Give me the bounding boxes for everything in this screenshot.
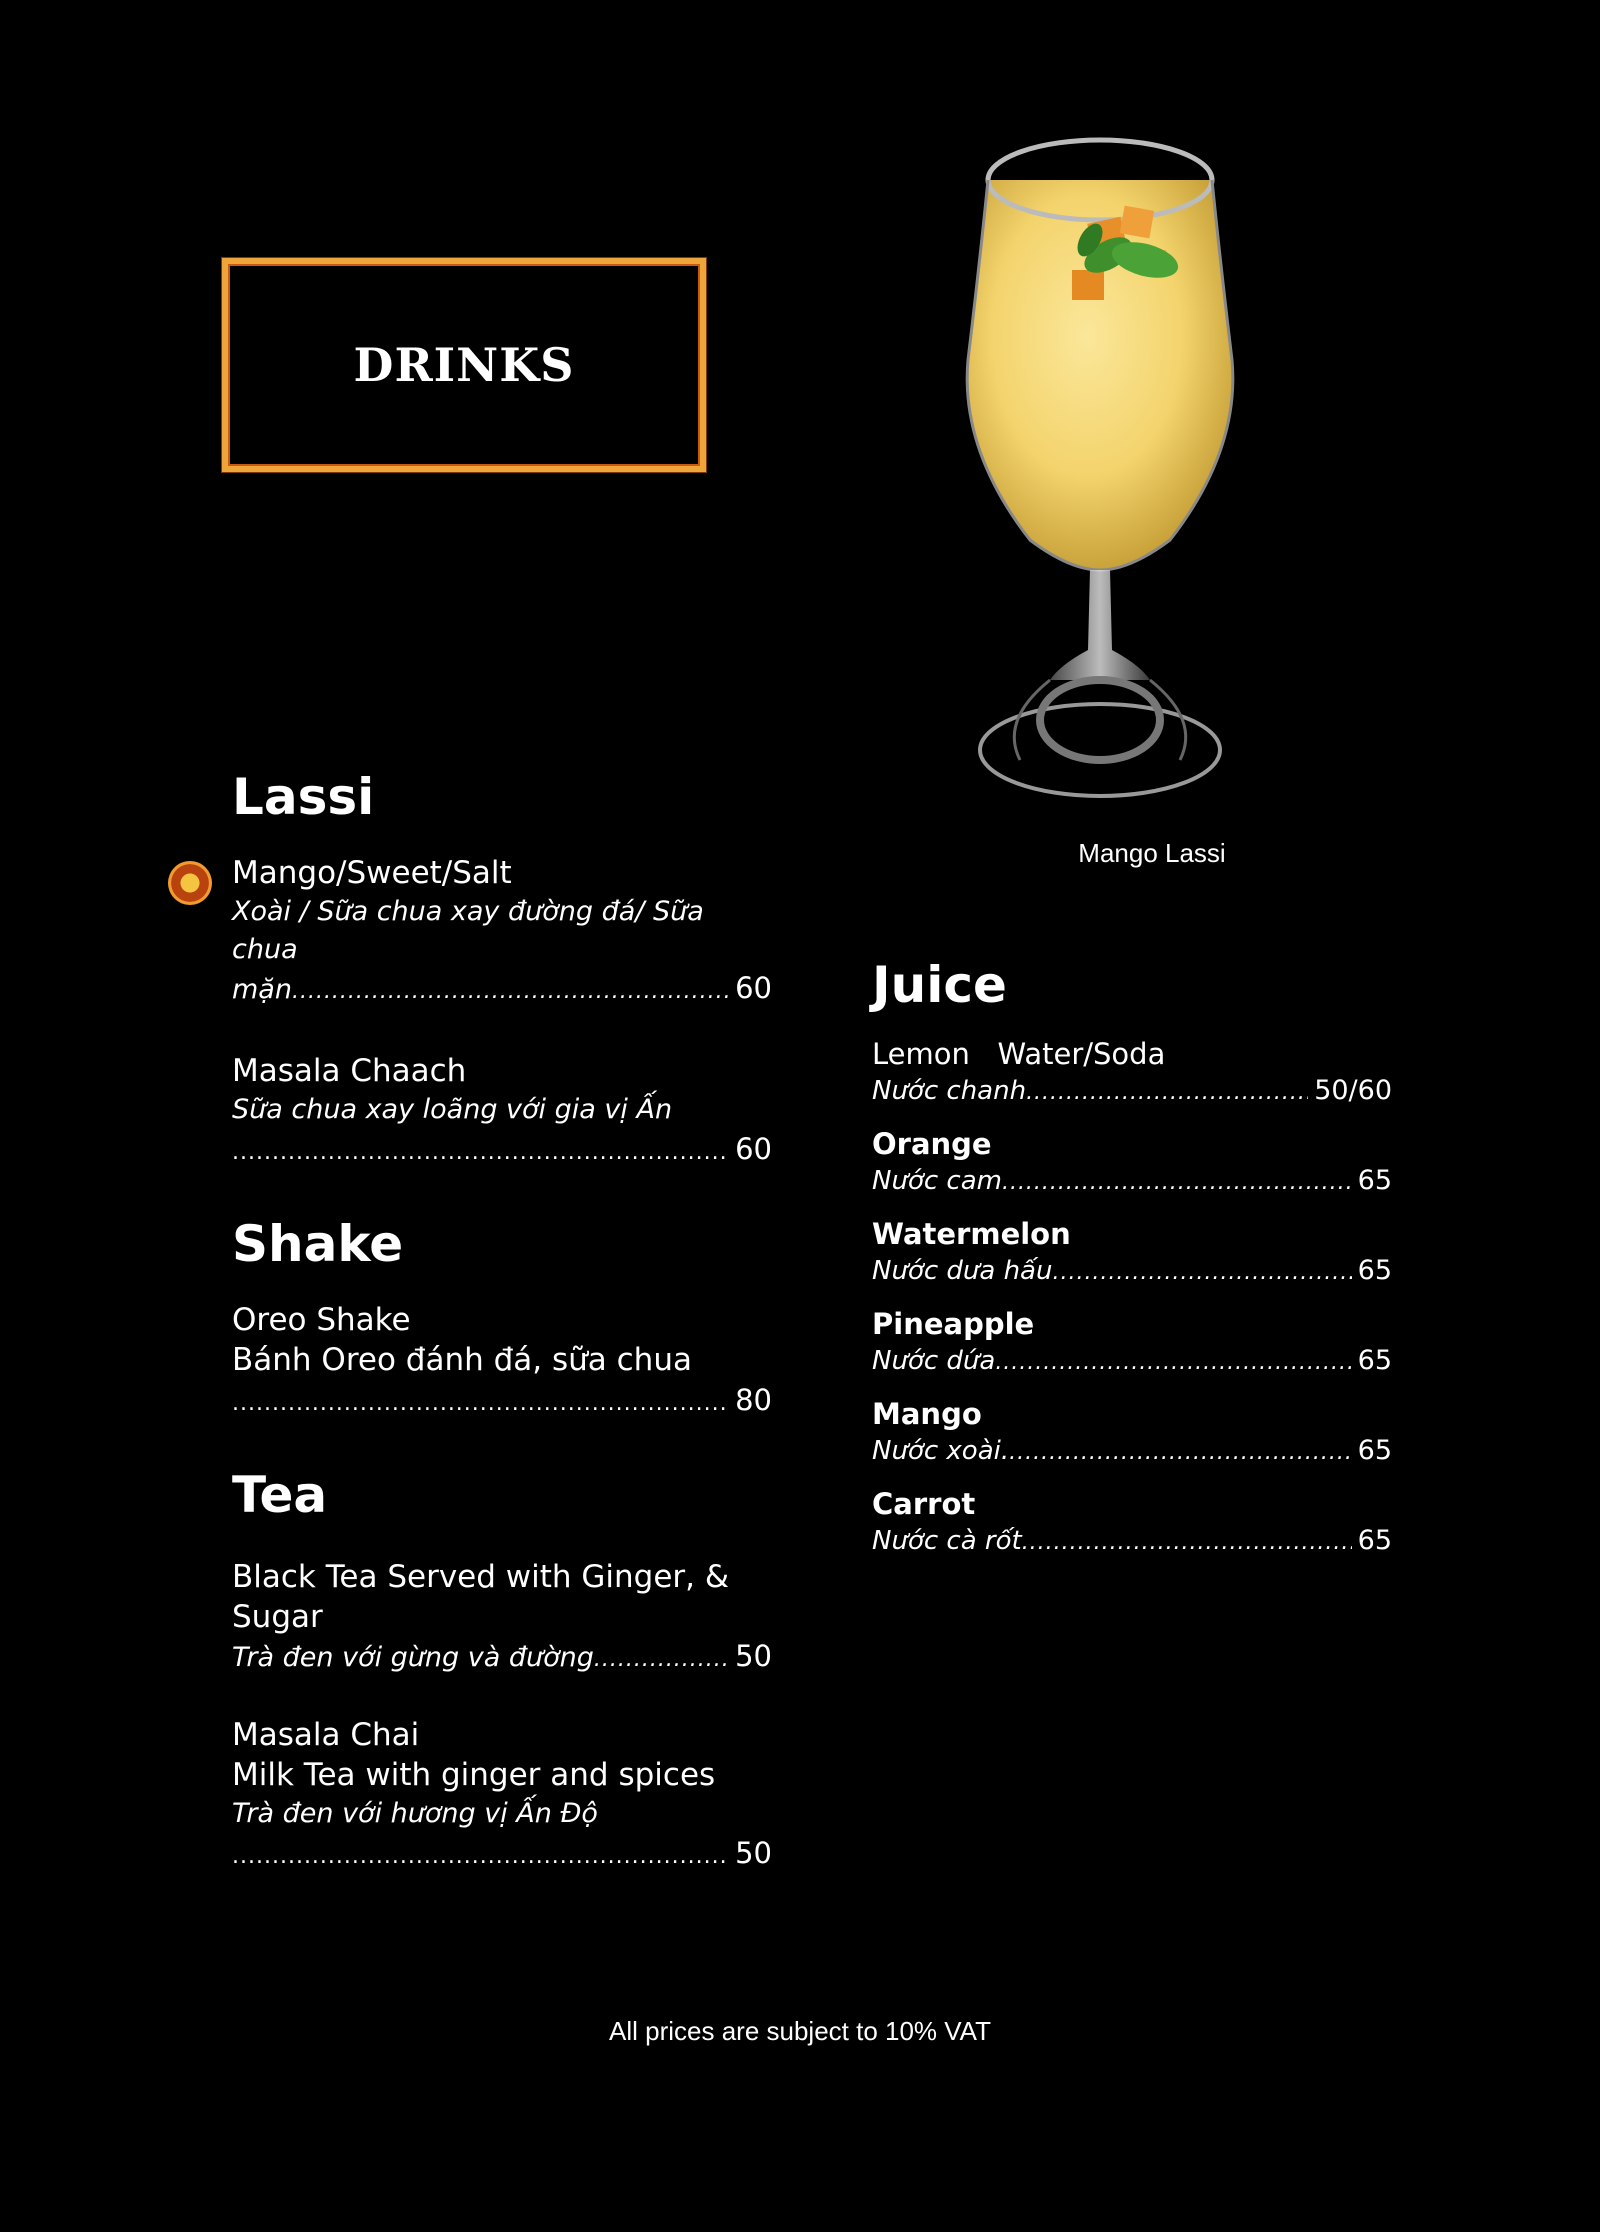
leader-dots	[1009, 1435, 1352, 1471]
item-vietnamese: Nước xoài.	[872, 1436, 1010, 1466]
item-vietnamese: Nước dưa hấu	[872, 1256, 1053, 1286]
menu-item-mango-lassi	[232, 853, 772, 1011]
leader-dots	[1026, 1075, 1308, 1111]
leader-dots	[995, 1345, 1351, 1381]
item-name: Carrot	[872, 1487, 976, 1521]
leader-dots	[1002, 1165, 1352, 1201]
menu-item-watermelon	[872, 1215, 1392, 1291]
vat-note: All prices are subject to 10% VAT	[609, 2016, 991, 2046]
item-vietnamese: Xoài / Sữa chua xay đường đá/ Sữa chua	[232, 896, 704, 965]
menu-item-oreo-shake	[232, 1300, 772, 1424]
item-price: 65	[1357, 1165, 1392, 1196]
item-vietnamese: Nước cà rốt	[872, 1526, 1022, 1556]
item-price: 60	[735, 971, 772, 1005]
item-name: Lemon Water/Soda	[872, 1037, 1166, 1071]
item-price: 50	[735, 1836, 772, 1870]
item-vietnamese: Nước dứa	[872, 1346, 996, 1376]
chef-special-badge-icon	[168, 861, 212, 905]
item-price: 65	[1357, 1435, 1392, 1466]
item-price: 50	[735, 1639, 772, 1673]
menu-title-box	[222, 258, 706, 472]
leader-dots	[1022, 1525, 1352, 1561]
item-vietnamese: Nước cam	[872, 1166, 1002, 1196]
menu-title: DRINKS	[353, 338, 575, 392]
item-price: 65	[1357, 1345, 1392, 1376]
item-price: 60	[735, 1132, 772, 1166]
item-name: Mango/Sweet/Salt	[232, 855, 512, 891]
menu-item-masala-chaach	[232, 1051, 772, 1173]
item-price: 65	[1357, 1255, 1392, 1286]
item-name: Orange	[872, 1127, 992, 1161]
menu-item-pineapple	[872, 1305, 1392, 1381]
right-column	[872, 958, 1392, 1575]
section-title-shake: Shake	[232, 1215, 404, 1273]
item-vietnamese: Bánh Oreo đánh đá, sữa chua	[232, 1342, 692, 1378]
item-name: Oreo Shake	[232, 1302, 411, 1338]
leader-dots	[594, 1641, 729, 1679]
mango-lassi-photo	[940, 120, 1340, 800]
menu-item-mango-juice	[872, 1395, 1392, 1471]
item-name: Mango	[872, 1397, 982, 1431]
menu-item-lemon	[872, 1035, 1392, 1111]
item-price: 50/60	[1314, 1075, 1392, 1106]
item-price: 65	[1357, 1525, 1392, 1556]
item-name: Pineapple	[872, 1307, 1035, 1341]
item-vietnamese: Trà đen với gừng và đường	[232, 1642, 594, 1673]
section-title-lassi: Lassi	[232, 768, 375, 826]
left-column	[232, 770, 772, 1877]
item-vietnamese: Trà đen với hương vị Ấn Độ	[232, 1798, 598, 1829]
item-name: Black Tea Served with Ginger, & Sugar	[232, 1559, 730, 1635]
item-name: Masala Chaach	[232, 1053, 467, 1089]
section-title-juice: Juice	[872, 956, 1007, 1014]
menu-item-masala-chai	[232, 1715, 772, 1877]
menu-item-carrot	[872, 1485, 1392, 1561]
item-name: Watermelon	[872, 1217, 1071, 1251]
item-vietnamese: Nước chanh	[872, 1076, 1027, 1106]
leader-dots	[292, 973, 729, 1011]
section-title-tea: Tea	[232, 1466, 328, 1524]
item-vietnamese: Sữa chua xay loãng với gia vị Ấn	[232, 1094, 673, 1125]
item-name: Masala Chai	[232, 1717, 420, 1753]
item-price: 80	[735, 1383, 772, 1417]
photo-caption: Mango Lassi	[1078, 838, 1226, 868]
item-description: Milk Tea with ginger and spices	[232, 1757, 716, 1793]
leader-dots	[232, 1384, 729, 1424]
leader-dots	[232, 1837, 729, 1877]
leader-dots	[1052, 1255, 1351, 1291]
leader-dots	[232, 1133, 729, 1173]
menu-item-black-tea	[232, 1557, 772, 1679]
item-vietnamese-cont: mặn	[232, 974, 292, 1005]
menu-item-orange	[872, 1125, 1392, 1201]
